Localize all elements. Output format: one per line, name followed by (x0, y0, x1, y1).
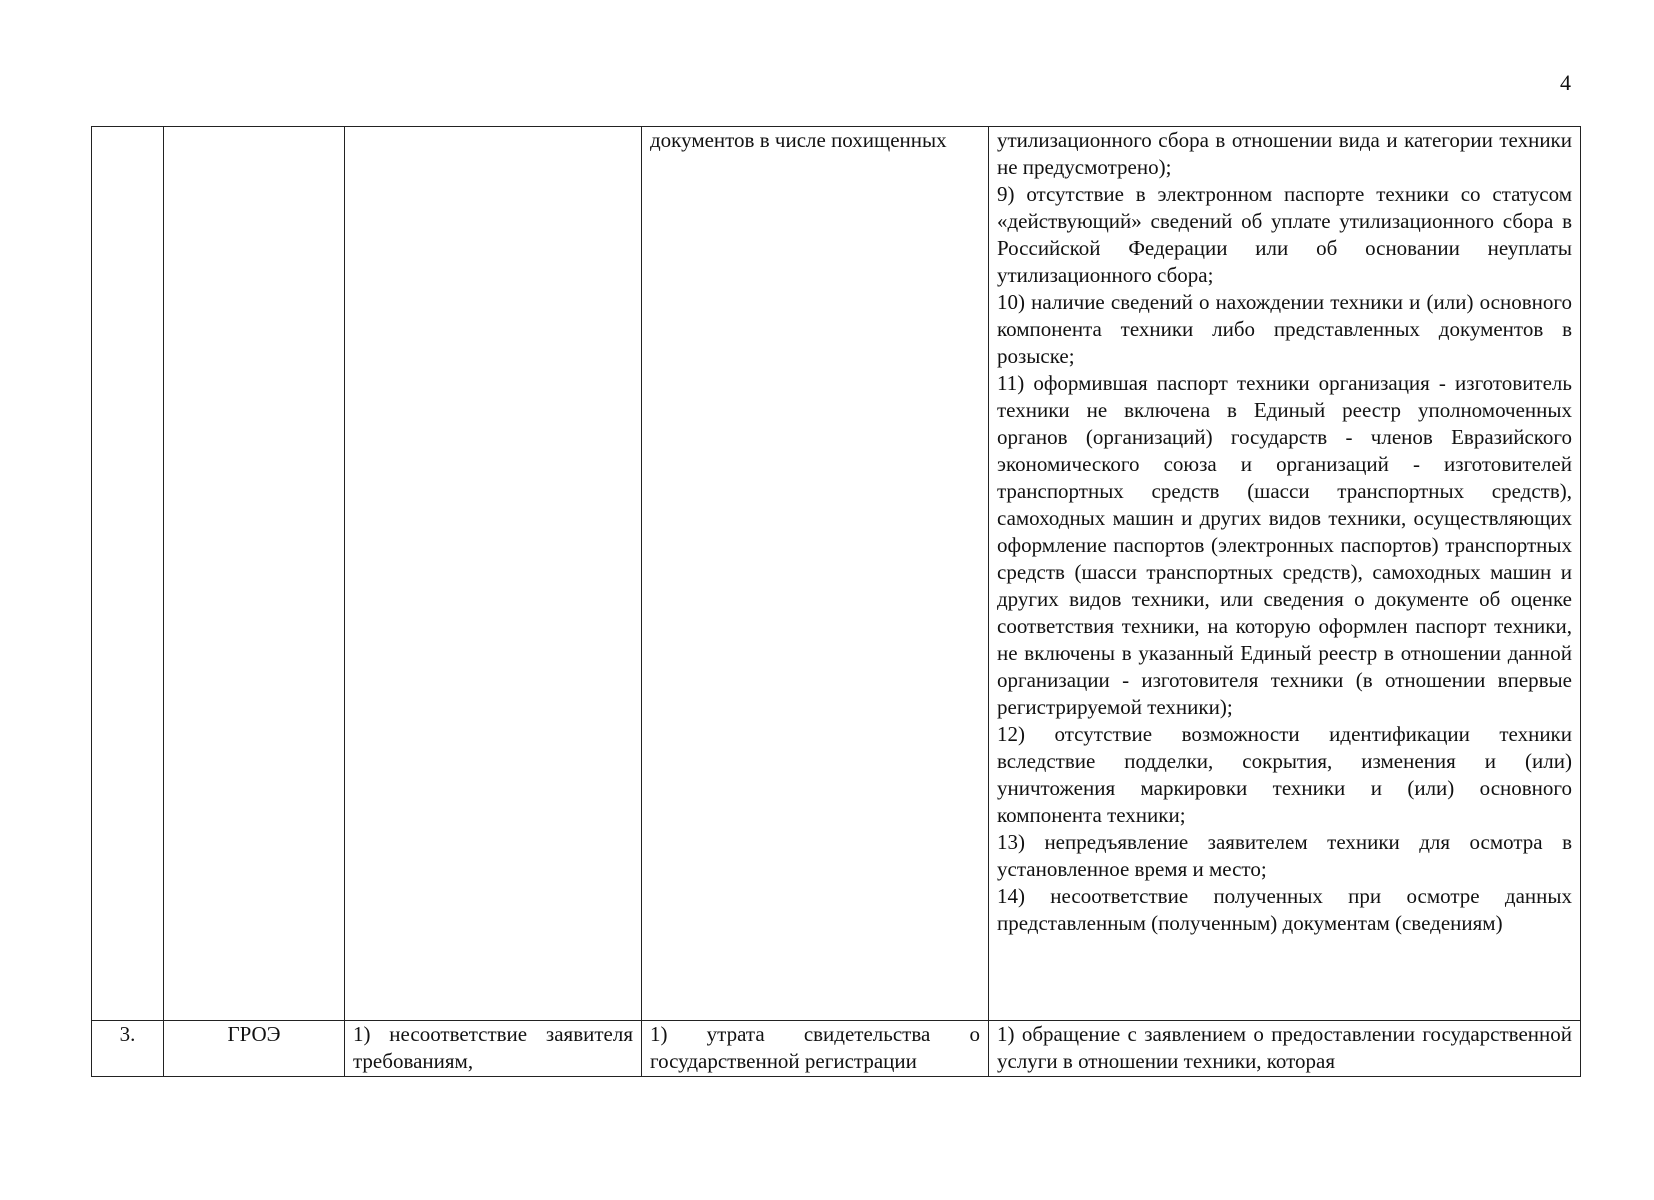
refusal-item-14: 14) несоответствие полученных при осмотре данных представленным (полученным) документам (сведениям) (997, 884, 1572, 935)
row-applicant-grounds: 1) несоответствие заявителя требованиям, (345, 1021, 642, 1077)
cell-code (164, 127, 345, 1021)
refusal-item-9: 9) отсутствие в электронном паспорте техники со статусом «действующий» сведений об уплате утилизационного сбора в Российской Федерации или об основании неуплаты утилизационного сбора; (997, 182, 1572, 287)
refusal-item-11: 11) оформившая паспорт техники организация - изготовитель техники не включена в Единый реестр уполномоченных органов (организаций) государств - членов Евразийского экономического союза и организаций - изготовителей транспортных средств (шасси транспортных средств), самоходных машин и других видов техники, осуществляющих оформление паспортов (электронных паспортов) транспортных средств (шасси транспортных средств), самоходных машин и других видов техники, или сведения о документе об оценке соответствия техники, на которую оформлен паспорт техники, не включены в указанный Единый реестр в отношении данной организации - изготовителя техники (в отношении впервые регистрируемой техники); (997, 371, 1572, 719)
row-document-grounds: 1) утрата свидетельства о государственной регистрации (642, 1021, 989, 1077)
refusal-item-13: 13) непредъявление заявителем техники для осмотра в установленное время и место; (997, 830, 1572, 881)
refusal-item-8-tail: утилизационного сбора в отношении вида и категории техники не предусмотрено); (997, 128, 1572, 179)
refusal-item-12: 12) отсутствие возможности идентификации техники вследствие подделки, сокрытия, изменения и (или) уничтожения маркировки техники и (или) основного компонента техники; (997, 722, 1572, 827)
cell-applicant-grounds (345, 127, 642, 1021)
cell-number (92, 127, 164, 1021)
row-refusal-grounds: 1) обращение с заявлением о предоставлении государственной услуги в отношении техники, которая (989, 1021, 1581, 1077)
row-code: ГРОЭ (164, 1021, 345, 1077)
cell-refusal-grounds (989, 127, 1581, 1021)
page-number: 4 (1560, 70, 1571, 95)
row-number: 3. (92, 1021, 164, 1077)
requirements-table (91, 126, 1581, 1077)
table-row-continued (92, 127, 1581, 1021)
refusal-item-10: 10) наличие сведений о нахождении техники и (или) основного компонента техники либо представленных документов в розыске; (997, 290, 1572, 368)
cell-document-grounds (642, 127, 989, 1021)
cell-text: документов в числе похищенных (650, 128, 947, 152)
table-row-3 (92, 1021, 1581, 1077)
